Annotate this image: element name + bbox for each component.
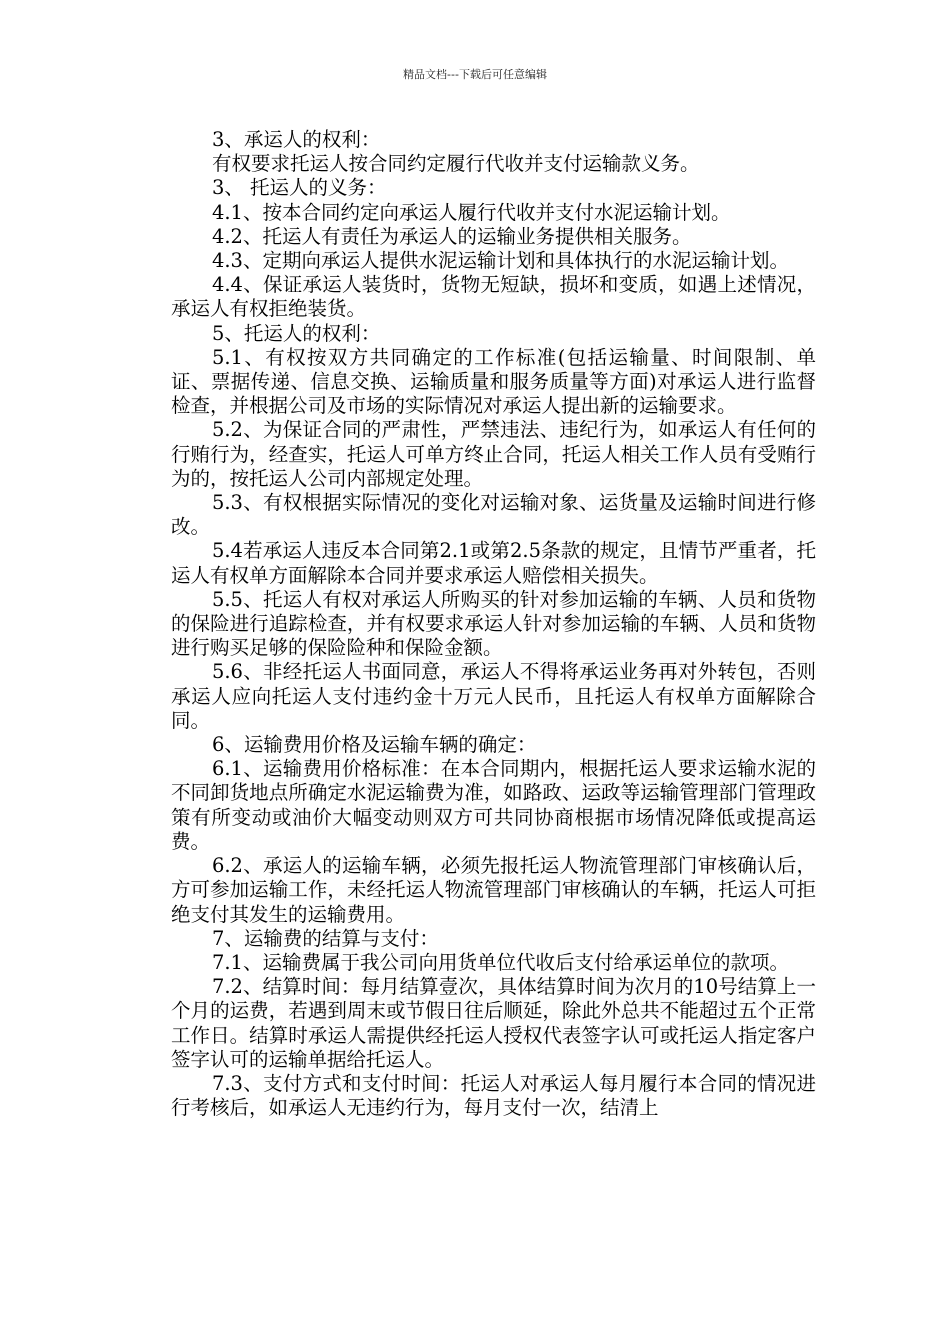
paragraph: 5、托运人的权利： <box>211 321 381 345</box>
paragraph: 6.2、承运人的运输车辆，必须先报托运人物流管理部门审核确认后，方可参加运输工作，未经托运人物流管理部门审核确认的车辆，托运人可拒绝支付其发生的运输费用。 <box>171 854 816 926</box>
paragraph: 5.3、有权根据实际情况的变化对运输对象、运货量及运输时间进行修改。 <box>171 491 816 539</box>
paragraph: 5.5、托运人有权对承运人所购买的针对参加运输的车辆、人员和货物的保险进行追踪检查，并有权要求承运人针对参加运输的车辆、人员和货物进行购买足够的保险险种和保险金额。 <box>171 587 816 660</box>
paragraph: 7、运输费的结算与支付： <box>211 926 439 950</box>
paragraph: 3、 托运人的义务： <box>211 176 387 200</box>
paragraph: 5.2、为保证合同的严肃性，严禁违法、违纪行为，如承运人有任何的行贿行为，经查实，托运人可单方终止合同，托运人相关工作人员有受贿行为的，按托运人公司内部规定处理。 <box>171 418 816 490</box>
paragraph: 4.4、保证承运人装货时，货物无短缺，损坏和变质，如遇上述情况，承运人有权拒绝装货。 <box>171 273 816 321</box>
document-body <box>171 128 816 1120</box>
paragraph: 5.4若承运人违反本合同第2.1或第2.5条款的规定，且情节严重者，托运人有权单方面解除本合同并要求承运人赔偿相关损失。 <box>171 539 816 587</box>
page-header: 精品文档---下载后可任意编辑 <box>403 68 547 81</box>
paragraph: 7.1、运输费属于我公司向用货单位代收后支付给承运单位的款项。 <box>211 950 789 974</box>
paragraph: 7.3、支付方式和支付时间：托运人对承运人每月履行本合同的情况进行考核后，如承运人无违约行为，每月支付一次，结清上 <box>171 1071 816 1120</box>
paragraph: 7.2、结算时间：每月结算壹次，具体结算时间为次月的10号结算上一个月的运费，若遇到周末或节假日往后顺延，除此外总共不能超过五个正常工作日。结算时承运人需提供经托运人授权代表签字认可或托运人指定客户签字认可的运输单据给托运人。 <box>171 975 816 1071</box>
paragraph: 6.1、运输费用价格标准：在本合同期内，根据托运人要求运输水泥的不同卸货地点所确定水泥运输费为准，如路政、运政等运输管理部门管理政策有所变动或油价大幅变动则双方可共同协商根据市场情况降低或提高运费。 <box>171 757 816 853</box>
paragraph: 6、运输费用价格及运输车辆的确定： <box>211 733 537 757</box>
paragraph: 3、承运人的权利： <box>211 128 381 151</box>
paragraph: 4.1、按本合同约定向承运人履行代收并支付水泥运输计划。 <box>211 200 731 224</box>
paragraph: 5.1、有权按双方共同确定的工作标准(包括运输量、时间限制、单证、票据传递、信息交换、运输质量和服务质量等方面)对承运人进行监督检查，并根据公司及市场的实际情况对承运人提出新的运输要求。 <box>171 345 816 418</box>
paragraph: 4.3、定期向承运人提供水泥运输计划和具体执行的水泥运输计划。 <box>211 249 789 273</box>
paragraph: 5.6、非经托运人书面同意，承运人不得将承运业务再对外转包，否则承运人应向托运人支付违约金十万元人民币，且托运人有权单方面解除合同。 <box>171 660 816 732</box>
paragraph: 有权要求托运人按合同约定履行代收并支付运输款义务。 <box>211 152 700 176</box>
paragraph: 4.2、托运人有责任为承运人的运输业务提供相关服务。 <box>211 224 692 248</box>
